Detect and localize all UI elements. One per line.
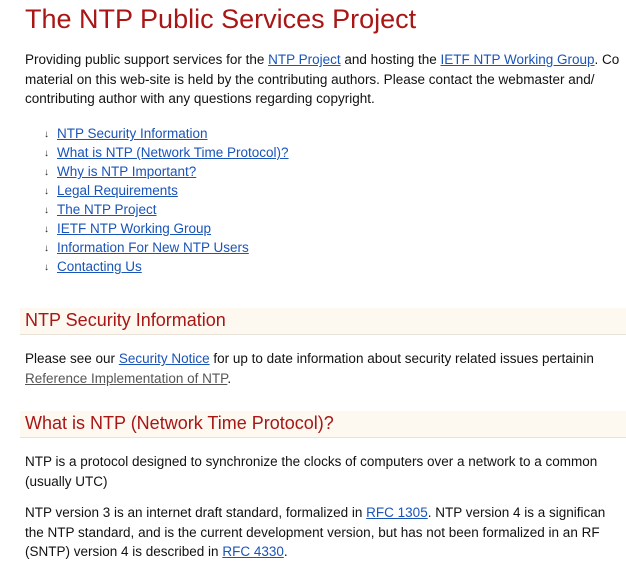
ietf-working-group-link[interactable]: IETF NTP Working Group (440, 52, 595, 67)
arrow-down-icon: ↓ (44, 243, 49, 254)
paragraph-text: . (227, 370, 232, 386)
arrow-down-icon: ↓ (44, 186, 49, 197)
arrow-down-icon: ↓ (44, 129, 49, 140)
toc-item (44, 124, 289, 143)
arrow-down-icon: ↓ (44, 262, 49, 273)
toc-link-new-users[interactable]: Information For New NTP Users (57, 240, 249, 255)
ntp-project-link[interactable]: NTP Project (268, 52, 341, 67)
paragraph-text: (usually UTC) (25, 473, 108, 489)
toc-item (44, 181, 289, 200)
security-notice-link[interactable]: Security Notice (118, 351, 210, 366)
section-heading: What is NTP (Network Time Protocol)? (25, 413, 334, 433)
toc-item (44, 143, 289, 162)
toc-item (44, 219, 289, 238)
reference-implementation-link[interactable]: Reference Implementation of NTP (25, 370, 228, 386)
toc-item (44, 200, 289, 219)
toc-link-ntp-project[interactable]: The NTP Project (57, 202, 157, 217)
table-of-contents (44, 124, 289, 276)
toc-link-security[interactable]: NTP Security Information (57, 126, 208, 141)
intro-text: material on this web-site is held by the contributing authors. Please contact the webmaster and/ (25, 71, 595, 87)
paragraph-text: for up to date information about security related issues pertainin (209, 351, 594, 366)
rfc-1305-link[interactable]: RFC 1305 (366, 505, 428, 520)
section-header-security (20, 308, 626, 335)
arrow-down-icon: ↓ (44, 148, 49, 159)
paragraph-text: NTP version 3 is an internet draft standard, formalized in (25, 505, 367, 520)
toc-item (44, 238, 289, 257)
toc-item (44, 162, 289, 181)
rfc-4330-link[interactable]: RFC 4330 (222, 544, 284, 559)
intro-text: and hosting the (340, 52, 441, 67)
toc-link-legal[interactable]: Legal Requirements (57, 183, 178, 198)
paragraph-text: . (283, 544, 288, 559)
page-title: The NTP Public Services Project (25, 4, 417, 34)
intro-text: Providing public support services for the (25, 52, 269, 67)
intro-paragraph (25, 50, 626, 109)
security-paragraph (25, 349, 626, 388)
toc-link-ietf[interactable]: IETF NTP Working Group (57, 221, 212, 236)
intro-text: contributing author with any questions regarding copyright. (25, 91, 375, 106)
what-is-paragraph-2 (25, 503, 626, 562)
arrow-down-icon: ↓ (44, 205, 49, 216)
paragraph-text: (SNTP) version 4 is described in (25, 544, 223, 559)
what-is-paragraph-1 (25, 452, 626, 491)
section-header-what-is-ntp (20, 411, 626, 438)
arrow-down-icon: ↓ (44, 167, 49, 178)
paragraph-text: . NTP version 4 is a significan (427, 505, 606, 520)
paragraph-text: NTP is a protocol designed to synchronize the clocks of computers over a network to a common (25, 454, 598, 469)
paragraph-text: Please see our (25, 351, 119, 366)
intro-text: . Co (594, 52, 620, 67)
toc-link-why-important[interactable]: Why is NTP Important? (57, 164, 197, 179)
toc-link-contact[interactable]: Contacting Us (57, 259, 142, 274)
paragraph-text: the NTP standard, and is the current development version, but has not been formalized in an RF (25, 524, 600, 540)
toc-link-what-is-ntp[interactable]: What is NTP (Network Time Protocol)? (57, 145, 289, 160)
section-heading: NTP Security Information (25, 310, 226, 330)
arrow-down-icon: ↓ (44, 224, 49, 235)
toc-item (44, 257, 289, 276)
